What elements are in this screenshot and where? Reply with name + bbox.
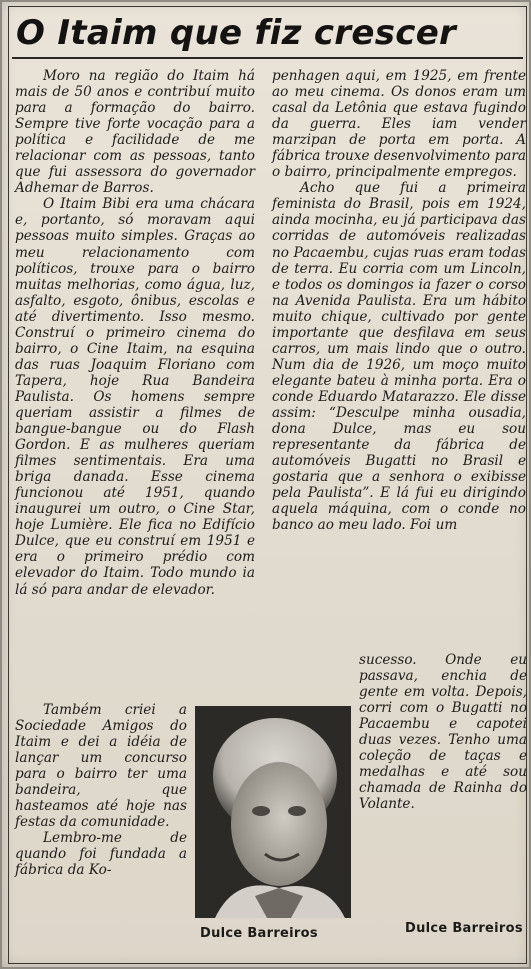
paragraph: Também criei a Sociedade Amigos do Itaim e dei a idéia de lançar um concurso para o bairro ter uma bandeira, que hasteamos até hoje nas festas da comunidade. bbox=[15, 702, 187, 831]
paragraph: Acho que fui a primeira feminista do Brasil, pois em 1924, ainda mocinha, eu já participava das corridas de automóveis realizadas no Pacaembu, cujas ruas eram todas de terra. Eu corria com um Lincoln, e todos os domingos ia fazer o corso na Avenida Paulista. Era um hábito muito chique, cultivado por gente importante que desfilava em seus carros, um mais lindo que o outro. Num dia de 1926, um moço muito elegante bateu à minha porta. Era o conde Eduardo Matarazzo. Ele disse assim: “Desculpe minha ousadia, dona Dulce, mas eu sou representante da fábrica de automóveis Bugatti no Brasil e gostaria que a senhora o exibisse pela Paulista”. E lá fui eu dirigindo aquela máquina, com o conde no banco ao meu lado. Foi um bbox=[272, 180, 526, 534]
portrait-photo bbox=[195, 706, 351, 918]
left-bottom-column bbox=[15, 702, 187, 879]
paragraph: Moro na região do Itaim há mais de 50 anos e contribuí muito para a formação do bairro. Sempre tive forte vocação para a política e facilidade de me relacionar com as pessoas, tanto que fui assessora do governador Adhemar de Barros. bbox=[15, 68, 255, 197]
paragraph: O Itaim Bibi era uma chácara e, portanto, só moravam aqui pessoas muito simples. Graças ao meu relacionamento com políticos, trouxe para o bairro muitas melhorias, como água, luz, asfalto, esgoto, ônibus, escolas e até divertimento. Isso mesmo. Construí o primeiro cinema do bairro, o Cine Itaim, na esquina das ruas Joaquim Floriano com Tapera, hoje Rua Bandeira Paulista. Os homens sempre queriam assistir a filmes de bangue-bangue ou do Flash Gordon. E as mulheres queriam filmes sentimentais. Era uma briga danada. Esse cinema funcionou até 1951, quando inaugurei um outro, o Cine Star, hoje Lumière. Ele fica no Edifício Dulce, que eu construí em 1951 e era o primeiro prédio com elevador do Itaim. Todo mundo ia lá só para andar de elevador. bbox=[15, 196, 255, 598]
newspaper-clipping bbox=[2, 2, 529, 967]
title-divider bbox=[12, 57, 523, 59]
left-column bbox=[15, 68, 255, 598]
right-bottom-column bbox=[359, 652, 527, 812]
right-column bbox=[272, 68, 526, 533]
paragraph: sucesso. Onde eu passava, enchia de gente em volta. Depois, corri com o Bugatti no Pacaembu e capotei duas vezes. Tenho uma coleção de taças e medalhas e até sou chamada de Rainha do Volante. bbox=[359, 652, 527, 813]
paragraph: penhagen aqui, em 1925, em frente ao meu cinema. Os donos eram um casal da Letônia que estava fugindo da guerra. Eles iam vender marzipan de porta em porta. A fábrica trouxe desenvolvimento para o bairro, principalmente empregos. bbox=[272, 68, 526, 181]
photo-caption: Dulce Barreiros bbox=[200, 926, 318, 941]
portrait-illustration bbox=[195, 706, 351, 918]
author-signature: Dulce Barreiros bbox=[405, 921, 523, 936]
article-title: O Itaim que fiz crescer bbox=[16, 13, 457, 53]
paragraph: Lembro-me de quando foi fundada a fábrica da Ko- bbox=[15, 830, 187, 879]
